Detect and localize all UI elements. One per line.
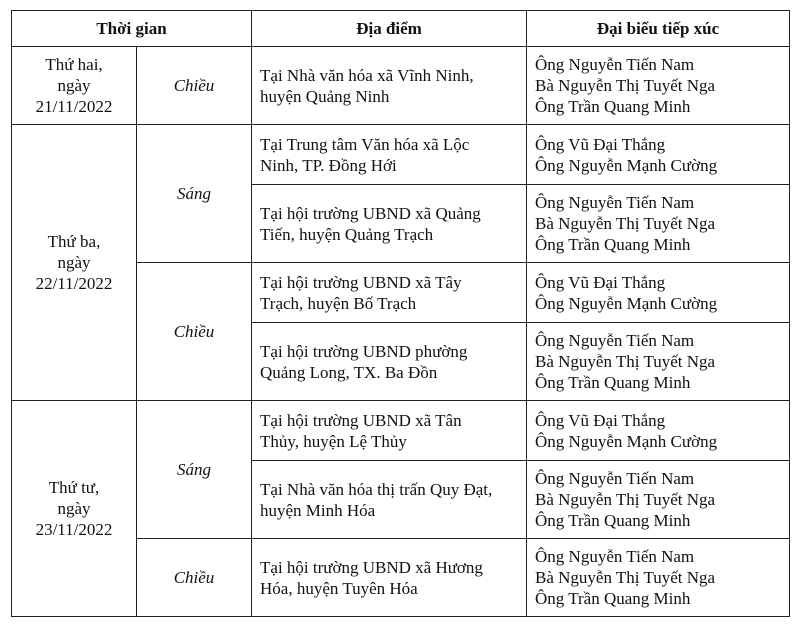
location-line: Tại Nhà văn hóa xã Vĩnh Ninh, (260, 65, 474, 85)
delegate-name: Ông Trần Quang Minh (535, 373, 691, 392)
delegates-cell (527, 401, 790, 461)
delegate-name: Ông Nguyễn Tiến Nam (535, 55, 695, 74)
delegate-name: Bà Nguyễn Thị Tuyết Nga (535, 352, 716, 371)
location-line: Tại hội trường UBND xã Quảng (260, 203, 481, 223)
delegate-name: Bà Nguyễn Thị Tuyết Nga (535, 568, 716, 587)
location-line: huyện Minh Hóa (260, 500, 376, 520)
delegate-name: Bà Nguyễn Thị Tuyết Nga (535, 214, 716, 233)
location-cell (252, 185, 527, 263)
table-row (12, 125, 790, 185)
day-label-line: ngày 21/11/2022 (35, 76, 113, 116)
delegate-name: Ông Vũ Đại Thắng (535, 272, 666, 292)
delegate-name: Ông Nguyễn Tiến Nam (535, 331, 695, 350)
schedule-table (11, 10, 790, 617)
session-cell: Chiều (137, 263, 252, 401)
delegates-cell (527, 47, 790, 125)
delegate-name: Bà Nguyễn Thị Tuyết Nga (535, 76, 716, 95)
delegates-cell (527, 461, 790, 539)
header-time: Thời gian (12, 11, 252, 47)
delegate-name: Ông Nguyễn Mạnh Cường (535, 431, 718, 451)
location-line: Tại Nhà văn hóa thị trấn Quy Đạt, (260, 479, 493, 499)
delegates-cell (527, 263, 790, 323)
delegate-name: Ông Vũ Đại Thắng (535, 410, 666, 430)
day-label-line: Thứ tư, (48, 478, 100, 497)
day-label-line: Thứ ba, (47, 232, 101, 251)
delegate-name: Bà Nguyễn Thị Tuyết Nga (535, 490, 716, 509)
header-location: Địa điểm (252, 11, 527, 47)
location-cell (252, 47, 527, 125)
delegate-name: Ông Trần Quang Minh (535, 511, 691, 530)
delegate-name: Ông Trần Quang Minh (535, 235, 691, 254)
delegates-cell (527, 125, 790, 185)
table-row (12, 401, 790, 461)
location-line: Trạch, huyện Bố Trạch (260, 293, 417, 313)
session-cell: Chiều (137, 47, 252, 125)
location-line: Tại hội trường UBND xã Tân (260, 410, 462, 430)
location-line: Quảng Long, TX. Ba Đồn (260, 362, 438, 382)
location-cell (252, 125, 527, 185)
delegate-name: Ông Nguyễn Tiến Nam (535, 193, 695, 212)
location-cell (252, 461, 527, 539)
location-cell (252, 401, 527, 461)
session-cell: Chiều (137, 539, 252, 617)
day-cell (12, 401, 137, 617)
delegates-cell (527, 185, 790, 263)
header-row (12, 11, 790, 47)
location-line: Tại hội trường UBND xã Hương (260, 557, 483, 577)
location-line: Thủy, huyện Lệ Thủy (260, 431, 407, 451)
session-cell: Sáng (137, 401, 252, 539)
session-cell: Sáng (137, 125, 252, 263)
delegates-cell (527, 323, 790, 401)
header-delegates: Đại biểu tiếp xúc (527, 11, 790, 47)
location-line: Tại hội trường UBND xã Tây (260, 272, 462, 292)
location-line: Ninh, TP. Đồng Hới (260, 155, 397, 175)
delegate-name: Ông Vũ Đại Thắng (535, 134, 666, 154)
day-label-line: Thứ hai, (45, 55, 103, 74)
table-row (12, 47, 790, 125)
delegate-name: Ông Nguyễn Tiến Nam (535, 547, 695, 566)
day-cell (12, 125, 137, 401)
day-label-line: ngày 23/11/2022 (35, 499, 113, 539)
delegate-name: Ông Nguyễn Mạnh Cường (535, 155, 718, 175)
day-cell (12, 47, 137, 125)
location-cell (252, 539, 527, 617)
delegate-name: Ông Trần Quang Minh (535, 97, 691, 116)
delegate-name: Ông Nguyễn Tiến Nam (535, 469, 695, 488)
location-line: Hóa, huyện Tuyên Hóa (260, 578, 418, 598)
location-line: Tại hội trường UBND phường (260, 341, 468, 361)
location-line: Tại Trung tâm Văn hóa xã Lộc (260, 134, 470, 154)
location-cell (252, 263, 527, 323)
location-cell (252, 323, 527, 401)
delegate-name: Ông Trần Quang Minh (535, 589, 691, 608)
location-line: huyện Quảng Ninh (260, 86, 390, 106)
delegate-name: Ông Nguyễn Mạnh Cường (535, 293, 718, 313)
day-label-line: ngày 22/11/2022 (35, 253, 113, 293)
delegates-cell (527, 539, 790, 617)
location-line: Tiến, huyện Quảng Trạch (260, 224, 434, 244)
